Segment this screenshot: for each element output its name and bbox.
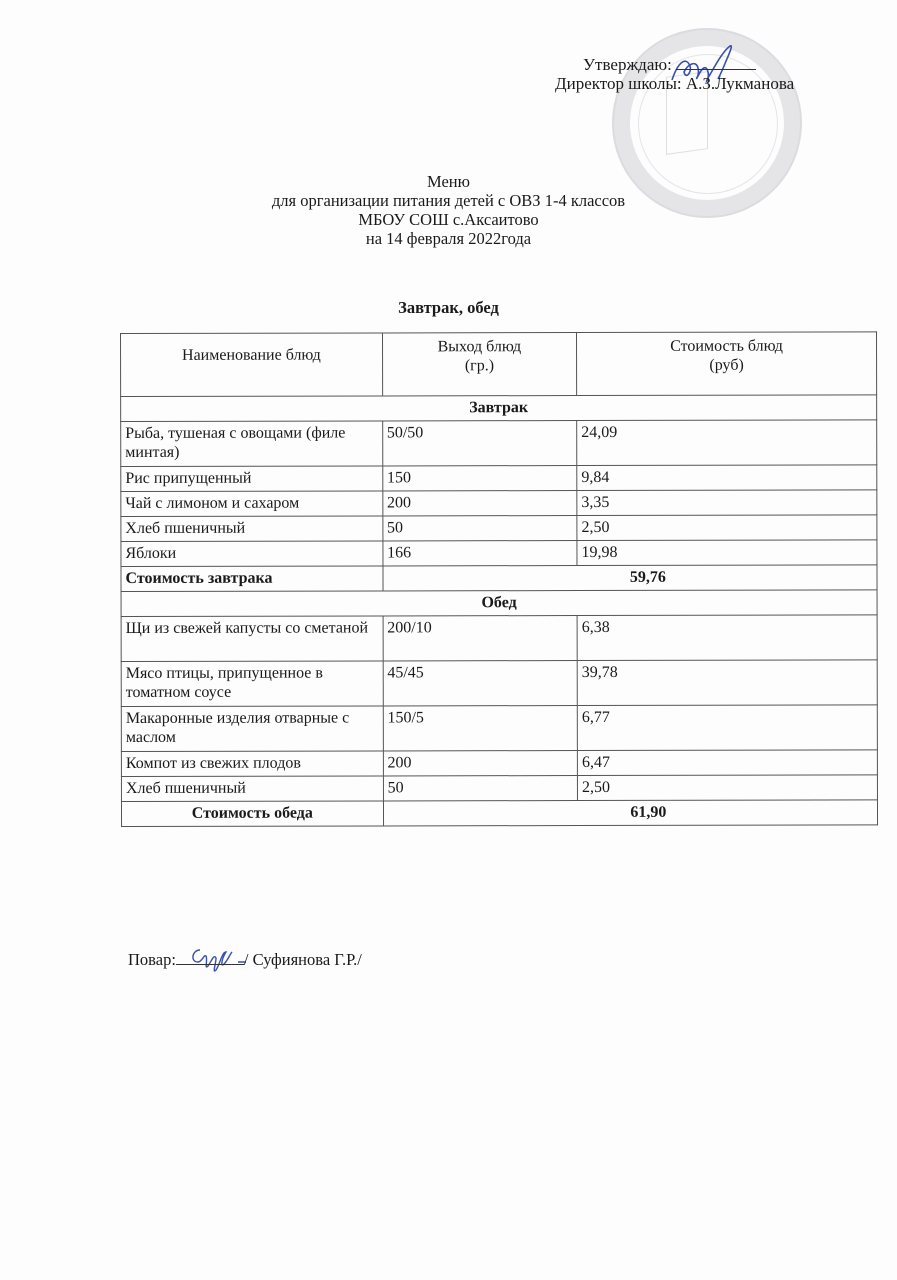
dish-cost: 19,98 (577, 540, 877, 566)
dish-yield: 150 (382, 466, 576, 491)
cook-signature-line (176, 950, 244, 965)
dish-cost: 6,38 (577, 615, 877, 661)
dish-name: Макаронные изделия отварные с маслом (121, 706, 383, 752)
dish-name: Хлеб пшеничный (121, 776, 383, 802)
total-value: 59,76 (383, 565, 877, 591)
section-label: Обед (121, 590, 877, 617)
lunch-total-row (121, 800, 877, 827)
header-name (121, 333, 383, 397)
dish-name: Рыба, тушеная с овощами (филе минтая) (121, 421, 383, 467)
dish-name: Рис припущенный (121, 466, 383, 492)
table-row (121, 705, 877, 752)
dish-name: Компот из свежих плодов (121, 751, 383, 777)
table-row (121, 465, 877, 492)
breakfast-total-row (121, 565, 877, 592)
table-row (121, 420, 877, 467)
table-row (121, 750, 877, 777)
dish-cost: 6,77 (577, 705, 877, 751)
dish-cost: 2,50 (577, 775, 877, 801)
dish-name: Хлеб пшеничный (121, 516, 383, 542)
dish-yield: 200 (382, 491, 576, 516)
table-row (121, 660, 877, 707)
header-yield-line1: Выход блюд (437, 338, 522, 356)
dish-cost: 6,47 (577, 750, 877, 776)
table-header-row (121, 332, 877, 397)
header-yield (382, 333, 577, 396)
title-line-4: на 14 февраля 2022года (365, 229, 532, 248)
cook-signature-block (128, 950, 362, 970)
title-line-3: МБОУ СОШ с.Аксаитово (358, 210, 539, 229)
dish-name: Чай с лимоном и сахаром (121, 491, 383, 517)
table-row (121, 490, 877, 517)
table-row (121, 540, 877, 567)
dish-yield: 200/10 (383, 616, 578, 661)
dish-yield: 50 (383, 516, 577, 541)
header-cost-line2: (руб) (709, 356, 744, 374)
dish-yield: 150/5 (383, 706, 578, 751)
table-row (121, 515, 877, 542)
dish-cost: 24,09 (577, 420, 877, 466)
menu-table (120, 331, 878, 827)
table-row (121, 775, 877, 802)
table-row (121, 615, 877, 662)
dish-yield: 200 (383, 751, 577, 776)
dish-cost: 39,78 (577, 660, 877, 706)
dish-cost: 9,84 (577, 465, 877, 491)
dish-cost: 2,50 (577, 515, 877, 541)
director-line: Директор школы: А.З.Лукманова (555, 74, 795, 93)
header-cost-line1: Стоимость блюд (670, 337, 783, 355)
section-title: Завтрак, обед (398, 298, 499, 317)
total-label: Стоимость завтрака (121, 566, 383, 592)
section-row-lunch (121, 590, 877, 617)
approve-line (583, 55, 756, 75)
section-label: Завтрак (121, 395, 877, 422)
dish-yield: 45/45 (383, 661, 578, 706)
document-title (0, 172, 897, 248)
signature-line (676, 55, 756, 70)
dish-cost: 3,35 (577, 490, 877, 516)
total-label: Стоимость обеда (121, 801, 383, 827)
dish-name: Яблоки (121, 541, 383, 567)
title-line-2: для организации питания детей с ОВЗ 1-4 классов (271, 191, 626, 210)
dish-yield: 166 (383, 541, 577, 566)
header-cost (577, 332, 877, 396)
section-row-breakfast (121, 395, 877, 422)
approve-label: Утверждаю: (583, 55, 672, 74)
dish-yield: 50 (383, 776, 577, 801)
cook-label: Повар: (128, 950, 176, 969)
header-yield-line2: (гр.) (464, 357, 495, 375)
total-value: 61,90 (383, 800, 877, 826)
dish-yield: 50/50 (382, 421, 577, 466)
header-name-text: Наименование блюд (181, 346, 321, 364)
cook-name: / Суфиянова Г.Р./ (243, 950, 362, 969)
dish-name: Щи из свежей капусты со сметаной (121, 616, 383, 662)
dish-name: Мясо птицы, припущенное в томатном соусе (121, 661, 383, 707)
title-line-1: Меню (427, 172, 470, 191)
